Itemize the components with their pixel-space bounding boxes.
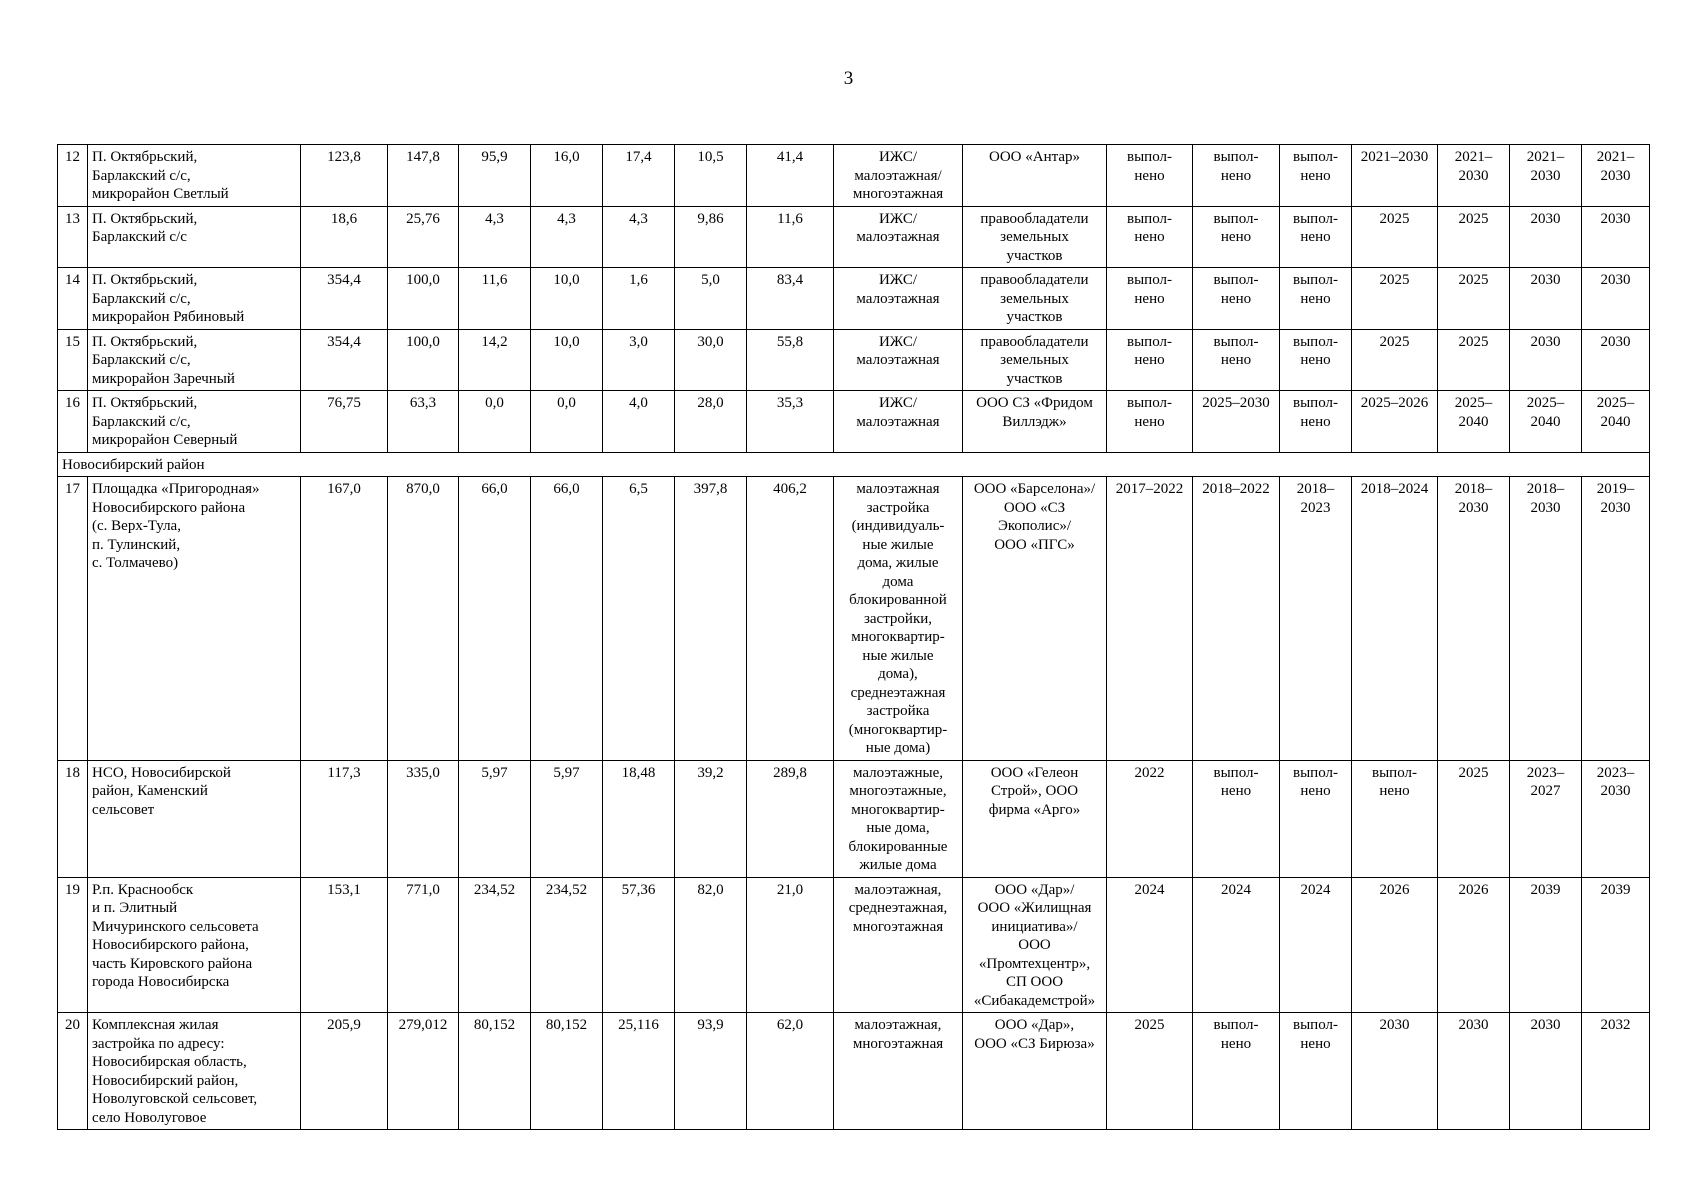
value-cell-4: 16,0	[531, 145, 603, 207]
stage-cell-1: 2024	[1107, 877, 1193, 1013]
table-row	[58, 1013, 1650, 1130]
period-cell-1: 2025	[1352, 329, 1438, 391]
stage-cell-3: выпол- нено	[1280, 760, 1352, 877]
value-cell-1: 117,3	[301, 760, 388, 877]
value-cell-1: 123,8	[301, 145, 388, 207]
value-cell-4: 80,152	[531, 1013, 603, 1130]
period-cell-4: 2021– 2030	[1582, 145, 1650, 207]
period-cell-2: 2018– 2030	[1438, 477, 1510, 761]
rows-novosibirsk	[58, 477, 1650, 1130]
location-cell: НСО, Новосибирской район, Каменский сельсовет	[88, 760, 301, 877]
value-cell-1: 76,75	[301, 391, 388, 453]
value-cell-6: 28,0	[675, 391, 747, 453]
value-cell-5: 17,4	[603, 145, 675, 207]
period-cell-3: 2039	[1510, 877, 1582, 1013]
value-cell-2: 100,0	[388, 329, 459, 391]
developer-cell: правообладатели земельных участков	[963, 206, 1107, 268]
row-number: 16	[58, 391, 88, 453]
location-cell: П. Октябрьский, Барлакский с/с, микрорайон Северный	[88, 391, 301, 453]
value-cell-2: 63,3	[388, 391, 459, 453]
table-row	[58, 329, 1650, 391]
location-cell: П. Октябрьский, Барлакский с/с, микрорайон Рябиновый	[88, 268, 301, 330]
value-cell-6: 5,0	[675, 268, 747, 330]
period-cell-2: 2026	[1438, 877, 1510, 1013]
stage-cell-1: 2022	[1107, 760, 1193, 877]
value-cell-7: 11,6	[747, 206, 834, 268]
period-cell-3: 2018– 2030	[1510, 477, 1582, 761]
table-row	[58, 877, 1650, 1013]
developer-cell: ООО «Дар», ООО «СЗ Бирюза»	[963, 1013, 1107, 1130]
value-cell-2: 335,0	[388, 760, 459, 877]
location-cell: П. Октябрьский, Барлакский с/с, микрорайон Светлый	[88, 145, 301, 207]
value-cell-6: 397,8	[675, 477, 747, 761]
value-cell-4: 234,52	[531, 877, 603, 1013]
value-cell-3: 95,9	[459, 145, 531, 207]
period-cell-1: 2025–2026	[1352, 391, 1438, 453]
period-cell-2: 2030	[1438, 1013, 1510, 1130]
value-cell-7: 55,8	[747, 329, 834, 391]
section-row-novosibirsk	[58, 452, 1650, 477]
value-cell-5: 1,6	[603, 268, 675, 330]
stage-cell-1: выпол- нено	[1107, 391, 1193, 453]
building-type-cell: ИЖС/ малоэтажная	[834, 268, 963, 330]
period-cell-1: 2030	[1352, 1013, 1438, 1130]
building-type-cell: ИЖС/ малоэтажная	[834, 206, 963, 268]
value-cell-3: 0,0	[459, 391, 531, 453]
page-number: 3	[843, 68, 854, 89]
value-cell-6: 93,9	[675, 1013, 747, 1130]
period-cell-4: 2030	[1582, 329, 1650, 391]
developer-cell: ООО «Дар»/ ООО «Жилищная инициатива»/ ООО «Промтехцентр», СП ООО «Сибакадемстрой»	[963, 877, 1107, 1013]
building-type-cell: ИЖС/ малоэтажная	[834, 329, 963, 391]
value-cell-5: 3,0	[603, 329, 675, 391]
row-number: 20	[58, 1013, 88, 1130]
value-cell-2: 279,012	[388, 1013, 459, 1130]
value-cell-4: 0,0	[531, 391, 603, 453]
rows-barlak	[58, 145, 1650, 453]
value-cell-6: 82,0	[675, 877, 747, 1013]
building-type-cell: малоэтажная, среднеэтажная, многоэтажная	[834, 877, 963, 1013]
value-cell-5: 4,3	[603, 206, 675, 268]
value-cell-1: 354,4	[301, 268, 388, 330]
stage-cell-2: выпол- нено	[1193, 268, 1280, 330]
value-cell-4: 10,0	[531, 329, 603, 391]
building-type-cell: ИЖС/ малоэтажная	[834, 391, 963, 453]
stage-cell-2: выпол- нено	[1193, 760, 1280, 877]
developer-cell: правообладатели земельных участков	[963, 268, 1107, 330]
period-cell-3: 2030	[1510, 329, 1582, 391]
value-cell-4: 5,97	[531, 760, 603, 877]
value-cell-3: 11,6	[459, 268, 531, 330]
stage-cell-3: выпол- нено	[1280, 206, 1352, 268]
value-cell-1: 354,4	[301, 329, 388, 391]
value-cell-4: 10,0	[531, 268, 603, 330]
row-number: 15	[58, 329, 88, 391]
row-number: 14	[58, 268, 88, 330]
building-type-cell: ИЖС/ малоэтажная/ многоэтажная	[834, 145, 963, 207]
developer-cell: ООО «Гелеон Строй», ООО фирма «Арго»	[963, 760, 1107, 877]
value-cell-1: 153,1	[301, 877, 388, 1013]
period-cell-3: 2023– 2027	[1510, 760, 1582, 877]
value-cell-6: 30,0	[675, 329, 747, 391]
value-cell-2: 147,8	[388, 145, 459, 207]
period-cell-2: 2025	[1438, 268, 1510, 330]
value-cell-3: 4,3	[459, 206, 531, 268]
value-cell-3: 66,0	[459, 477, 531, 761]
stage-cell-3: выпол- нено	[1280, 329, 1352, 391]
value-cell-7: 41,4	[747, 145, 834, 207]
period-cell-4: 2030	[1582, 268, 1650, 330]
table-row	[58, 145, 1650, 207]
period-cell-4: 2023– 2030	[1582, 760, 1650, 877]
row-number: 13	[58, 206, 88, 268]
value-cell-7: 83,4	[747, 268, 834, 330]
stage-cell-2: выпол- нено	[1193, 206, 1280, 268]
row-number: 18	[58, 760, 88, 877]
value-cell-3: 5,97	[459, 760, 531, 877]
table-row	[58, 391, 1650, 453]
section-row	[58, 452, 1650, 477]
value-cell-3: 234,52	[459, 877, 531, 1013]
stage-cell-3: выпол- нено	[1280, 268, 1352, 330]
location-cell: Площадка «Пригородная» Новосибирского района (с. Верх-Тула, п. Тулинский, с. Толмачево)	[88, 477, 301, 761]
value-cell-6: 39,2	[675, 760, 747, 877]
value-cell-5: 6,5	[603, 477, 675, 761]
value-cell-4: 66,0	[531, 477, 603, 761]
table-row	[58, 477, 1650, 761]
value-cell-5: 18,48	[603, 760, 675, 877]
period-cell-2: 2021– 2030	[1438, 145, 1510, 207]
period-cell-3: 2025– 2040	[1510, 391, 1582, 453]
stage-cell-1: 2025	[1107, 1013, 1193, 1130]
period-cell-4: 2025– 2040	[1582, 391, 1650, 453]
table-row	[58, 268, 1650, 330]
period-cell-1: 2026	[1352, 877, 1438, 1013]
location-cell: П. Октябрьский, Барлакский с/с, микрорайон Заречный	[88, 329, 301, 391]
location-cell: П. Октябрьский, Барлакский с/с	[88, 206, 301, 268]
location-cell: Р.п. Краснообск и п. Элитный Мичуринского сельсовета Новосибирского района, часть Кировского района города Новосибирска	[88, 877, 301, 1013]
value-cell-5: 25,116	[603, 1013, 675, 1130]
period-cell-2: 2025	[1438, 206, 1510, 268]
value-cell-1: 18,6	[301, 206, 388, 268]
value-cell-3: 14,2	[459, 329, 531, 391]
value-cell-4: 4,3	[531, 206, 603, 268]
stage-cell-3: 2018– 2023	[1280, 477, 1352, 761]
value-cell-6: 10,5	[675, 145, 747, 207]
stage-cell-1: выпол- нено	[1107, 268, 1193, 330]
value-cell-7: 21,0	[747, 877, 834, 1013]
period-cell-1: выпол- нено	[1352, 760, 1438, 877]
stage-cell-2: 2018–2022	[1193, 477, 1280, 761]
stage-cell-1: выпол- нено	[1107, 145, 1193, 207]
building-type-cell: малоэтажная, многоэтажная	[834, 1013, 963, 1130]
value-cell-3: 80,152	[459, 1013, 531, 1130]
period-cell-3: 2021– 2030	[1510, 145, 1582, 207]
stage-cell-2: 2024	[1193, 877, 1280, 1013]
period-cell-1: 2025	[1352, 206, 1438, 268]
period-cell-1: 2021–2030	[1352, 145, 1438, 207]
stage-cell-3: выпол- нено	[1280, 1013, 1352, 1130]
value-cell-5: 4,0	[603, 391, 675, 453]
row-number: 17	[58, 477, 88, 761]
value-cell-7: 62,0	[747, 1013, 834, 1130]
value-cell-2: 870,0	[388, 477, 459, 761]
value-cell-7: 289,8	[747, 760, 834, 877]
table-row	[58, 206, 1650, 268]
value-cell-1: 167,0	[301, 477, 388, 761]
value-cell-5: 57,36	[603, 877, 675, 1013]
section-title: Новосибирский район	[58, 452, 1650, 477]
table-row	[58, 760, 1650, 877]
stage-cell-2: выпол- нено	[1193, 145, 1280, 207]
stage-cell-1: выпол- нено	[1107, 206, 1193, 268]
developer-cell: правообладатели земельных участков	[963, 329, 1107, 391]
stage-cell-1: 2017–2022	[1107, 477, 1193, 761]
stage-cell-2: выпол- нено	[1193, 1013, 1280, 1130]
stage-cell-1: выпол- нено	[1107, 329, 1193, 391]
stage-cell-3: выпол- нено	[1280, 145, 1352, 207]
stage-cell-2: 2025–2030	[1193, 391, 1280, 453]
period-cell-3: 2030	[1510, 268, 1582, 330]
period-cell-4: 2019– 2030	[1582, 477, 1650, 761]
period-cell-4: 2032	[1582, 1013, 1650, 1130]
stage-cell-2: выпол- нено	[1193, 329, 1280, 391]
developer-cell: ООО «Антар»	[963, 145, 1107, 207]
row-number: 12	[58, 145, 88, 207]
value-cell-2: 771,0	[388, 877, 459, 1013]
stage-cell-3: выпол- нено	[1280, 391, 1352, 453]
stage-cell-3: 2024	[1280, 877, 1352, 1013]
row-number: 19	[58, 877, 88, 1013]
period-cell-2: 2025– 2040	[1438, 391, 1510, 453]
building-type-cell: малоэтажная застройка (индивидуаль- ные жилые дома, жилые дома блокированной застройки, многоквартир- ные жилые дома), среднеэтажная застройка (многоквартир- ные дома)	[834, 477, 963, 761]
value-cell-6: 9,86	[675, 206, 747, 268]
value-cell-7: 406,2	[747, 477, 834, 761]
period-cell-4: 2039	[1582, 877, 1650, 1013]
period-cell-1: 2025	[1352, 268, 1438, 330]
period-cell-4: 2030	[1582, 206, 1650, 268]
housing-projects-table	[57, 144, 1650, 1130]
location-cell: Комплексная жилая застройка по адресу: Новосибирская область, Новосибирский район, Новолуговской сельсовет, село Новолуговое	[88, 1013, 301, 1130]
value-cell-1: 205,9	[301, 1013, 388, 1130]
developer-cell: ООО «Барселона»/ ООО «СЗ Экополис»/ ООО «ПГС»	[963, 477, 1107, 761]
period-cell-3: 2030	[1510, 1013, 1582, 1130]
period-cell-2: 2025	[1438, 329, 1510, 391]
value-cell-7: 35,3	[747, 391, 834, 453]
period-cell-2: 2025	[1438, 760, 1510, 877]
building-type-cell: малоэтажные, многоэтажные, многоквартир- ные дома, блокированные жилые дома	[834, 760, 963, 877]
value-cell-2: 25,76	[388, 206, 459, 268]
period-cell-3: 2030	[1510, 206, 1582, 268]
value-cell-2: 100,0	[388, 268, 459, 330]
period-cell-1: 2018–2024	[1352, 477, 1438, 761]
developer-cell: ООО СЗ «Фридом Виллэдж»	[963, 391, 1107, 453]
